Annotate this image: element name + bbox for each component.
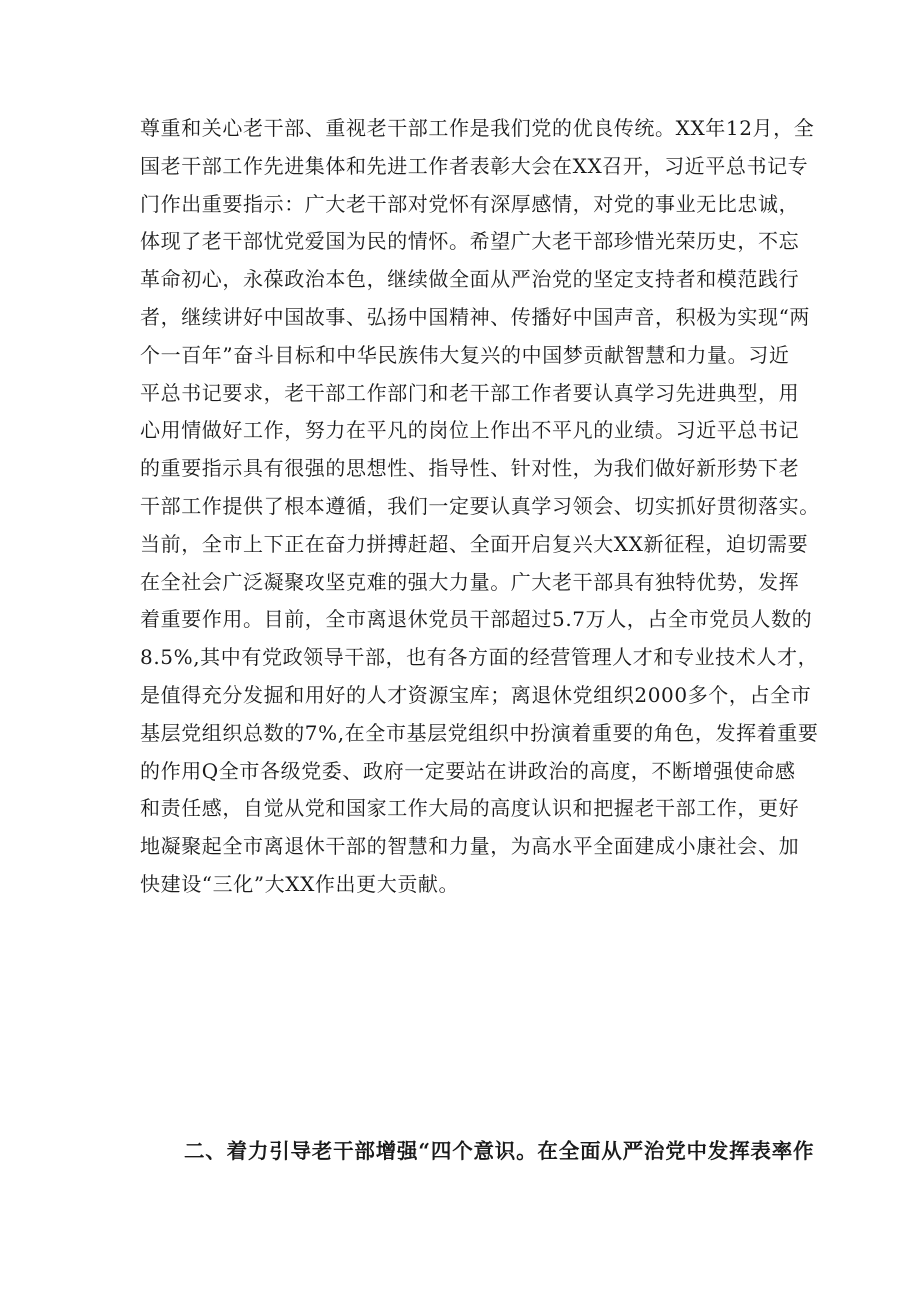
section-heading: 二、着力引导老干部增强“四个意识。在全面从严治党中发挥表率作 [184, 1139, 815, 1163]
paragraph-line: 个一百年”奋斗目标和中华民族伟大复兴的中国梦贡献智慧和力量。习近 [140, 342, 790, 367]
paragraph-line: 体现了老干部忧党爱国为民的情怀。希望广大老干部珍惜光荣历史，不忘 [140, 229, 800, 254]
paragraph-line: 的作用Q全市各级党委、政府一定要站在讲政治的高度，不断增强使命感 [140, 758, 796, 783]
paragraph-line: 快建设“三化”大XX作出更大贡献。 [140, 871, 460, 896]
paragraph-line: 是值得充分发掘和用好的人才资源宝库；离退休党组织2000多个，占全市 [140, 682, 812, 707]
paragraph-line: 基层党组织总数的7%,在全市基层党组织中扮演着重要的角色，发挥着重要 [140, 720, 819, 745]
paragraph-line: 干部工作提供了根本遵循，我们一定要认真学习领会、切实抓好贯彻落实。 [140, 493, 820, 518]
paragraph-line: 着重要作用。目前，全市离退休党员干部超过5.7万人，占全市党员人数的 [140, 607, 813, 632]
paragraph-line: 者，继续讲好中国故事、弘扬中国精神、传播好中国声音，积极为实现“两 [140, 304, 811, 329]
paragraph-line: 在全社会广泛凝聚攻坚克难的强大力量。广大老干部具有独特优势，发挥 [140, 569, 800, 594]
paragraph-line: 8.5%,其中有党政领导干部，也有各方面的经营管理人才和专业技术人才， [140, 645, 819, 670]
paragraph-line: 门作出重要指示：广大老干部对党怀有深厚感情，对党的事业无比忠诚， [140, 191, 800, 216]
paragraph-line: 地凝聚起全市离退休干部的智慧和力量，为高水平全面建成小康社会、加 [140, 834, 800, 859]
paragraph-line: 当前，全市上下正在奋力拼搏赶超、全面开启复兴大XX新征程，迫切需要 [140, 531, 809, 556]
paragraph-line: 心用情做好工作，努力在平凡的岗位上作出不平凡的业绩。习近平总书记 [140, 418, 800, 443]
paragraph-line: 的重要指示具有很强的思想性、指导性、针对性，为我们做好新形势下老 [140, 456, 800, 481]
paragraph-line: 尊重和关心老干部、重视老干部工作是我们党的优良传统。XX年12月，全 [140, 116, 815, 140]
paragraph-line: 和责任感，自觉从党和国家工作大局的高度认识和把握老干部工作，更好 [140, 796, 800, 821]
paragraph-line: 革命初心，永葆政治本色，继续做全面从严治党的坚定支持者和模范践行 [140, 267, 800, 292]
paragraph-line: 国老干部工作先进集体和先进工作者表彰大会在XX召开，习近平总书记专 [140, 153, 809, 178]
paragraph-line: 平总书记要求，老干部工作部门和老干部工作者要认真学习先进典型，用 [140, 380, 800, 405]
body-paragraph [140, 110, 820, 904]
